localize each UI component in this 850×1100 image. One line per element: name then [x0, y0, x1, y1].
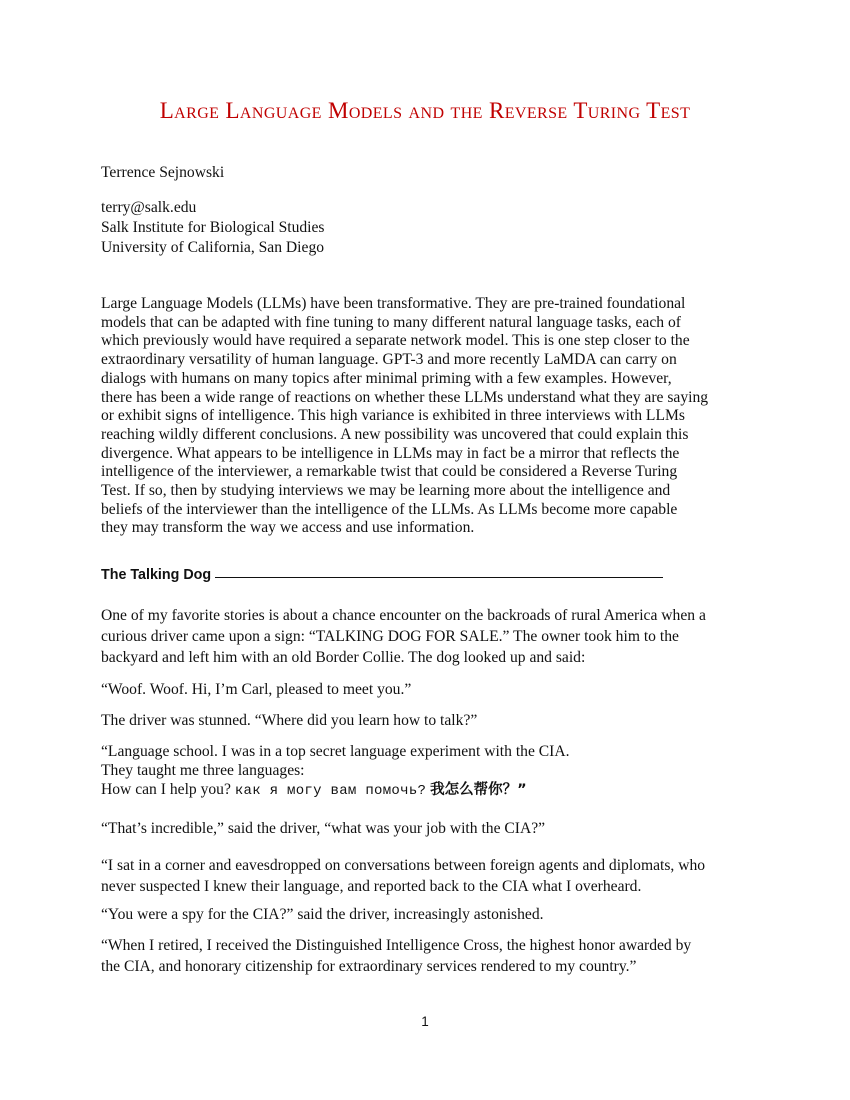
story-paragraph-2: [101, 679, 411, 700]
section-heading-text: The Talking Dog: [101, 567, 212, 583]
story-line: The driver was stunned. “Where did you learn how to talk?”: [101, 712, 478, 729]
abstract-line: Test. If so, then by studying interviews we may be learning more about the intelligence and: [101, 482, 671, 500]
story-line: the CIA, and honorary citizenship for extraordinary services rendered to my country.”: [101, 958, 637, 975]
story-line: “When I retired, I received the Distinguished Intelligence Cross, the highest honor awarded by: [101, 937, 692, 954]
author-email: terry@salk.edu: [101, 199, 197, 216]
story-paragraph-4: [101, 742, 570, 801]
abstract-line: they may transform the way we access and use information.: [101, 519, 475, 537]
story-line: They taught me three languages:: [101, 762, 305, 779]
story-paragraph-1: [101, 605, 706, 668]
story-paragraph-6: [101, 855, 705, 897]
abstract-line: divergence. What appears to be intelligence in LLMs may in fact be a mirror that reflects the: [101, 444, 680, 462]
story-line: backyard and left him with an old Border Collie. The dog looked up and said:: [101, 649, 586, 666]
abstract: [101, 295, 761, 538]
author-contact: [101, 198, 325, 258]
story-line: “That’s incredible,” said the driver, “what was your job with the CIA?”: [101, 820, 546, 837]
abstract-line: Large Language Models (LLMs) have been transformative. They are pre-trained foundational: [101, 295, 686, 312]
author-name: Terrence Sejnowski: [101, 164, 225, 181]
abstract-line: models that can be adapted with fine tuning to many different natural language tasks, each of: [101, 313, 681, 331]
story-paragraph-3: [101, 710, 477, 731]
story-line: “I sat in a corner and eavesdropped on conversations between foreign agents and diplomats, who: [101, 857, 706, 874]
english-phrase: How can I help you?: [101, 781, 231, 798]
story-paragraph-5: [101, 818, 545, 839]
section-heading: [101, 567, 663, 583]
abstract-line: beliefs of the interviewer than the intelligence of the LLMs. As LLMs become more capable: [101, 500, 678, 518]
chinese-phrase: 我怎么帮你？”: [430, 782, 527, 798]
abstract-line: there has been a wide range of reactions on whether these LLMs understand what they are saying: [101, 388, 709, 406]
page-number: 1: [421, 1014, 429, 1029]
story-line: “Language school. I was in a top secret language experiment with the CIA.: [101, 743, 570, 760]
story-line: “You were a spy for the CIA?” said the driver, increasingly astonished.: [101, 906, 544, 923]
abstract-line: intelligence of the interviewer, a remarkable twist that could be considered a Reverse Turing: [101, 463, 678, 481]
story-line: never suspected I knew their language, and reported back to the CIA what I overheard.: [101, 878, 642, 895]
abstract-line: extraordinary versatility of human language. GPT-3 and more recently LaMDA can carry on: [101, 351, 677, 369]
story-paragraph-7: [101, 904, 544, 925]
author-institution: Salk Institute for Biological Studies: [101, 219, 325, 236]
author-university: University of California, San Diego: [101, 239, 325, 256]
russian-phrase: как я могу вам помочь?: [234, 783, 427, 799]
story-line: “Woof. Woof. Hi, I’m Carl, pleased to meet you.”: [101, 681, 412, 698]
abstract-line: reaching wildly different conclusions. A new possibility was uncovered that could explain this: [101, 425, 689, 443]
page-title: Large Language Models and the Reverse Turing Test: [159, 98, 691, 123]
story-line-languages: [101, 780, 570, 801]
story-line: One of my favorite stories is about a chance encounter on the backroads of rural America when a: [101, 607, 706, 624]
abstract-line: which previously would have required a separate network model. This is one step closer to the: [101, 332, 690, 350]
story-line: curious driver came upon a sign: “TALKING DOG FOR SALE.” The owner took him to the: [101, 628, 679, 645]
abstract-line: dialogs with humans on many topics after minimal priming with a few examples. However,: [101, 369, 672, 387]
section-heading-rule: [215, 577, 663, 578]
story-paragraph-8: [101, 935, 691, 977]
abstract-line: or exhibit signs of intelligence. This high variance is exhibited in three interviews with LLMs: [101, 407, 685, 425]
